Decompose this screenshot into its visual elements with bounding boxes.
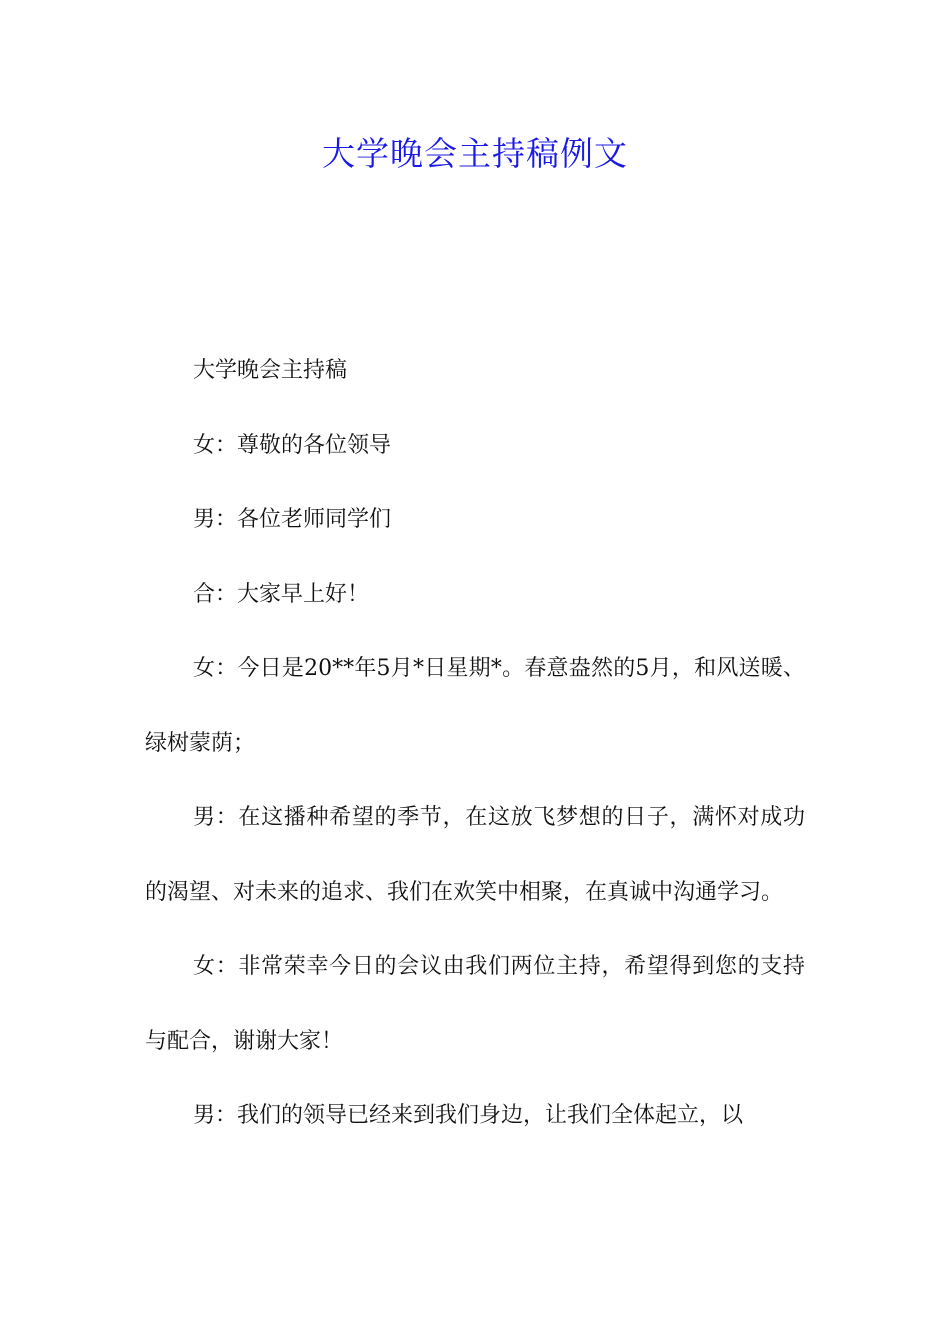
document-body [145, 334, 805, 1154]
paragraph-male-season: 男：在这播种希望的季节，在这放飞梦想的日子，满怀对成功的渴望、对未来的追求、我们在欢笑中相聚，在真诚中沟通学习。 [145, 805, 805, 905]
document-title: 大学晚会主持稿例文 [322, 134, 628, 173]
paragraph-heading: 大学晚会主持稿 [193, 358, 348, 383]
paragraph-together-greeting: 合：大家早上好！ [193, 581, 370, 607]
paragraph-female-greeting: 女：尊敬的各位领导 [193, 432, 392, 458]
paragraph-female-date: 女：今日是20**年5月*日星期*。春意盎然的5月，和风送暖、绿树蒙荫； [145, 656, 805, 756]
paragraph-male-leaders: 男：我们的领导已经来到我们身边，让我们全体起立，以 [193, 1103, 744, 1128]
paragraph-male-greeting: 男：各位老师同学们 [193, 507, 392, 532]
paragraph-female-honor: 女：非常荣幸今日的会议由我们两位主持，希望得到您的支持与配合，谢谢大家！ [145, 954, 805, 1054]
